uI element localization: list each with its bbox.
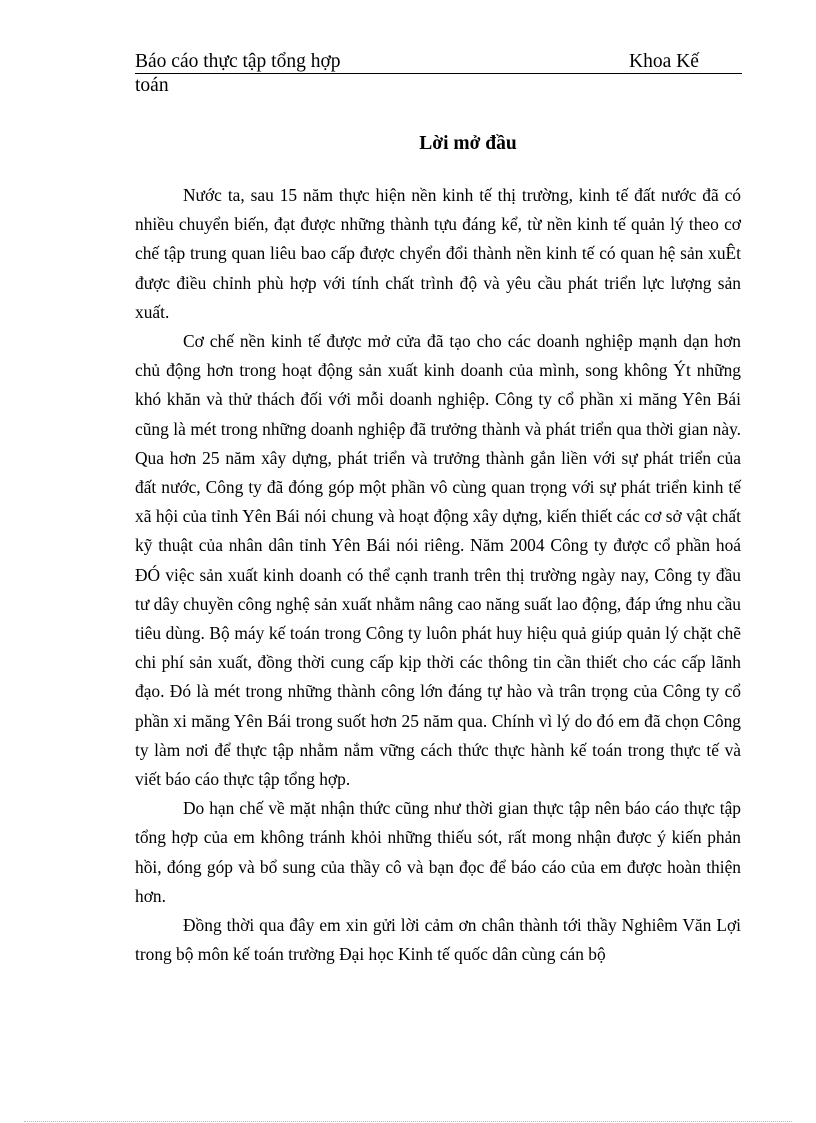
- header-divider: [135, 73, 742, 74]
- paragraph-1: Nước ta, sau 15 năm thực hiện nền kinh tế thị trường, kinh tế đất nước đã có nhiều chuyển biến, đạt được những thành tựu đáng kể, từ nền kinh tế quản lý theo cơ chế tập trung quan liêu bao cấp được chyển đổi thành nền kinh tế có quan hệ sản xuÊt được điều chỉnh phù hợp với tính chất trình độ và yêu cầu phát triển lực lượng sản xuất.: [135, 185, 741, 322]
- header-continuation-text: toán: [135, 75, 169, 96]
- paragraph-3: Do hạn chế về mặt nhận thức cũng như thời gian thực tập nên báo cáo thực tập tổng hợp của em không tránh khỏi những thiếu sót, rất mong nhận được ý kiến phản hồi, đóng góp và bổ sung của thầy cô và bạn đọc để báo cáo của em được hoàn thiện hơn.: [135, 798, 741, 906]
- header-left-text: Báo cáo thực tập tổng hợp: [135, 51, 341, 72]
- page-title: Lời mở đầu: [419, 133, 517, 154]
- document-body: [135, 181, 741, 969]
- header-right-text: Khoa Kế: [629, 51, 699, 72]
- page-bottom-divider: [24, 1121, 792, 1122]
- paragraph-2: Cơ chế nền kinh tế được mở cửa đã tạo cho các doanh nghiệp mạnh dạn hơn chủ động hơn trong hoạt động sản xuất kinh doanh của mình, song không Ýt những khó khăn và thử thách đối với mỗi doanh nghiệp. Công ty cổ phần xi măng Yên Bái cũng là mét trong những doanh nghiệp đã trưởng thành và phát triển qua thời gian này. Qua hơn 25 năm xây dựng, phát triển và trưởng thành gắn liền với sự phát triển của đất nước, Công ty đã đóng góp một phần vô cùng quan trọng với sự phát triển kinh tế xã hội của tỉnh Yên Bái nói chung và hoạt động xây dựng, kiến thiết các cơ sở vật chất kỹ thuật của nhân dân tỉnh Yên Bái nói riêng. Năm 2004 Công ty được cổ phần hoá ĐÓ việc sản xuất kinh doanh có thể cạnh tranh trên thị trường ngày nay, Công ty đầu tư dây chuyền công nghệ sản xuất nhằm nâng cao năng suất lao động, đáp ứng nhu cầu tiêu dùng. Bộ máy kế toán trong Công ty luôn phát huy hiệu quả giúp quản lý chặt chẽ chi phí sản xuất, đồng thời cung cấp kịp thời các thông tin cần thiết cho các cấp lãnh đạo. Đó là mét trong những thành công lớn đáng tự hào và trân trọng của Công ty cổ phần xi măng Yên Bái trong suốt hơn 25 năm qua. Chính vì lý do đó em đã chọn Công ty làm nơi để thực tập nhằm nắm vững cách thức thực hành kế toán trong thực tế và viết báo cáo thực tập tổng hợp.: [135, 331, 741, 790]
- paragraph-4: Đồng thời qua đây em xin gửi lời cảm ơn chân thành tới thầy Nghiêm Văn Lợi trong bộ môn kế toán trường Đại học Kinh tế quốc dân cùng cán bộ: [135, 915, 741, 965]
